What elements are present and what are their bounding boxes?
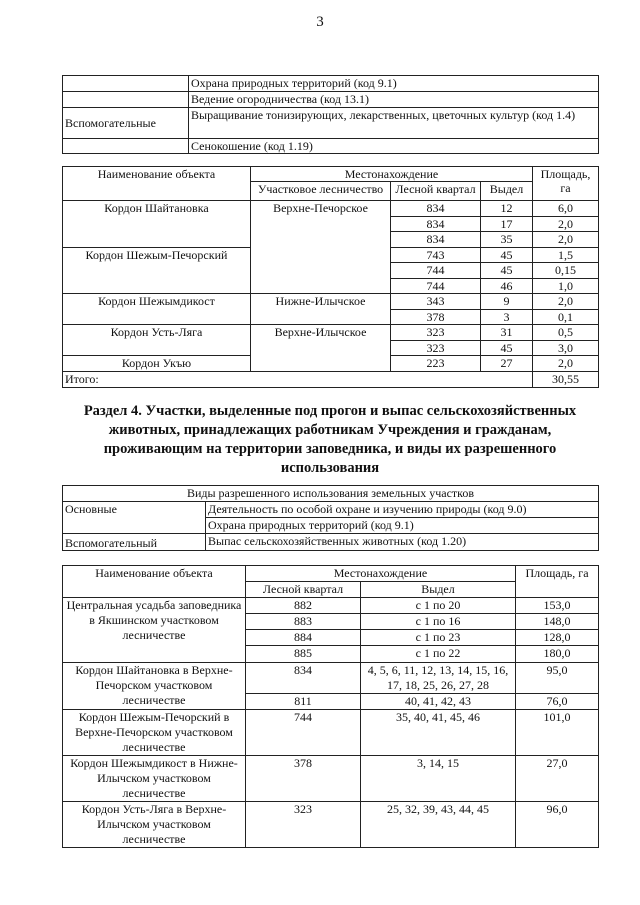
object-name: Кордон Усть-Ляга в Верхне-Илычском участковом лесничестве	[63, 802, 246, 848]
header-name: Наименование объекта	[63, 167, 251, 201]
object-name: Кордон Усть-Ляга	[63, 325, 251, 356]
area-cell: 180,0	[516, 646, 599, 663]
kvartal-cell: 378	[391, 309, 481, 325]
vydel-cell: 3, 14, 15	[361, 756, 516, 802]
area-cell: 0,15	[533, 263, 599, 279]
main-use-label: Основные	[63, 502, 206, 534]
table-row	[63, 201, 599, 217]
area-cell: 2,0	[533, 294, 599, 310]
aux-use-label: Вспомогательный	[63, 534, 206, 551]
vydel-cell: 31	[481, 325, 533, 341]
table-row	[63, 76, 599, 92]
header-forestry: Участковое лесничество	[251, 182, 391, 201]
kvartal-cell: 323	[391, 340, 481, 356]
total-label: Итого:	[63, 371, 533, 387]
area-cell: 101,0	[516, 710, 599, 756]
area-cell: 2,0	[533, 232, 599, 248]
object-name: Центральная усадьба заповедника в Якшинском участковом лесничестве	[63, 598, 246, 663]
cordon-plots-table	[62, 166, 599, 388]
vydel-cell: 25, 32, 39, 43, 44, 45	[361, 802, 516, 848]
object-name: Кордон Шежым-Печорский	[63, 247, 251, 294]
kvartal-cell: 885	[246, 646, 361, 663]
vydel-cell: с 1 по 22	[361, 646, 516, 663]
use-category	[63, 92, 189, 108]
area-cell: 128,0	[516, 630, 599, 646]
kvartal-cell: 883	[246, 614, 361, 630]
area-cell: 0,5	[533, 325, 599, 341]
table-row	[63, 756, 599, 802]
area-cell: 148,0	[516, 614, 599, 630]
main-use-item: Деятельность по особой охране и изучению природы (код 9.0)	[206, 502, 599, 518]
header-kvartal: Лесной квартал	[391, 182, 481, 201]
use-category	[63, 76, 189, 92]
vydel-cell: 35	[481, 232, 533, 248]
kvartal-cell: 223	[391, 356, 481, 372]
kvartal-cell: 811	[246, 694, 361, 710]
header-location: Местонахождение	[251, 167, 533, 182]
use-category	[63, 139, 189, 154]
vydel-cell: 9	[481, 294, 533, 310]
grazing-plots-table	[62, 565, 599, 848]
use-category: Вспомогательные	[63, 108, 189, 139]
area-cell: 96,0	[516, 802, 599, 848]
area-cell: 2,0	[533, 216, 599, 232]
kvartal-cell: 834	[246, 663, 361, 694]
vydel-cell: 27	[481, 356, 533, 372]
area-cell: 1,0	[533, 278, 599, 294]
area-cell: 27,0	[516, 756, 599, 802]
vydel-cell: 17	[481, 216, 533, 232]
object-name: Кордон Укъю	[63, 356, 251, 372]
header-area: Площадь, га	[533, 167, 599, 201]
main-use-item: Охрана природных территорий (код 9.1)	[206, 518, 599, 534]
table-row	[63, 108, 599, 139]
use-item: Сенокошение (код 1.19)	[189, 139, 599, 154]
kvartal-cell: 834	[391, 232, 481, 248]
table-row	[63, 663, 599, 694]
object-name: Кордон Шежымдикост в Нижне-Илычском участковом лесничестве	[63, 756, 246, 802]
vydel-cell: 45	[481, 340, 533, 356]
vydel-cell: 46	[481, 278, 533, 294]
header-location: Местонахождение	[246, 566, 516, 582]
kvartal-cell: 834	[391, 216, 481, 232]
table-row	[63, 802, 599, 848]
kvartal-cell: 323	[246, 802, 361, 848]
aux-use-item: Выпас сельскохозяйственных животных (код 1.20)	[206, 534, 599, 551]
section-heading: Раздел 4. Участки, выделенные под прогон и выпас сельскохозяйственных животных, принадлежащих работникам Учреждения и гражданам, проживающим на территории заповедника, и виды их разрешенного использования	[83, 403, 577, 476]
total-value: 30,55	[533, 371, 599, 387]
table-row	[63, 710, 599, 756]
kvartal-cell: 744	[246, 710, 361, 756]
land-use-table-continued	[62, 75, 599, 154]
area-cell: 6,0	[533, 201, 599, 217]
page-number: 3	[316, 14, 324, 30]
vydel-cell: с 1 по 20	[361, 598, 516, 614]
kvartal-cell: 834	[391, 201, 481, 217]
kvartal-cell: 744	[391, 278, 481, 294]
header-area: Площадь, га	[516, 566, 599, 598]
vydel-cell: 40, 41, 42, 43	[361, 694, 516, 710]
kvartal-cell: 884	[246, 630, 361, 646]
area-cell: 153,0	[516, 598, 599, 614]
vydel-cell: 4, 5, 6, 11, 12, 13, 14, 15, 16, 17, 18, 25, 26, 27, 28	[361, 663, 516, 694]
forestry-name: Верхне-Илычское	[251, 325, 391, 372]
header-name: Наименование объекта	[63, 566, 246, 598]
vydel-cell: с 1 по 16	[361, 614, 516, 630]
kvartal-cell: 343	[391, 294, 481, 310]
header-vydel: Выдел	[481, 182, 533, 201]
vydel-cell: 45	[481, 247, 533, 263]
vydel-cell: 45	[481, 263, 533, 279]
area-cell: 76,0	[516, 694, 599, 710]
use-item: Охрана природных территорий (код 9.1)	[189, 76, 599, 92]
kvartal-cell: 743	[391, 247, 481, 263]
header-vydel: Выдел	[361, 582, 516, 598]
area-cell: 0,1	[533, 309, 599, 325]
area-cell: 1,5	[533, 247, 599, 263]
area-cell: 3,0	[533, 340, 599, 356]
vydel-cell: 3	[481, 309, 533, 325]
vydel-cell: 12	[481, 201, 533, 217]
object-name: Кордон Шежым-Печорский в Верхне-Печорском участковом лесничестве	[63, 710, 246, 756]
object-name: Кордон Шежымдикост	[63, 294, 251, 325]
kvartal-cell: 378	[246, 756, 361, 802]
object-name: Кордон Шайтановка	[63, 201, 251, 248]
use-item: Выращивание тонизирующих, лекарственных, цветочных культур (код 1.4)	[189, 108, 599, 139]
vydel-cell: с 1 по 23	[361, 630, 516, 646]
kvartal-cell: 882	[246, 598, 361, 614]
table-row	[63, 325, 599, 341]
total-row	[63, 371, 599, 387]
forestry-name: Нижне-Илычское	[251, 294, 391, 325]
kvartal-cell: 323	[391, 325, 481, 341]
kvartal-cell: 744	[391, 263, 481, 279]
forestry-name: Верхне-Печорское	[251, 201, 391, 294]
use-item: Ведение огородничества (код 13.1)	[189, 92, 599, 108]
object-name: Кордон Шайтановка в Верхне-Печорском участковом лесничестве	[63, 663, 246, 710]
header-kvartal: Лесной квартал	[246, 582, 361, 598]
table-row	[63, 598, 599, 614]
table-row	[63, 139, 599, 154]
permitted-use-table	[62, 485, 599, 551]
vydel-cell: 35, 40, 41, 45, 46	[361, 710, 516, 756]
table-row	[63, 294, 599, 310]
area-cell: 95,0	[516, 663, 599, 694]
permitted-use-header: Виды разрешенного использования земельных участков	[63, 486, 599, 502]
table-row	[63, 92, 599, 108]
area-cell: 2,0	[533, 356, 599, 372]
